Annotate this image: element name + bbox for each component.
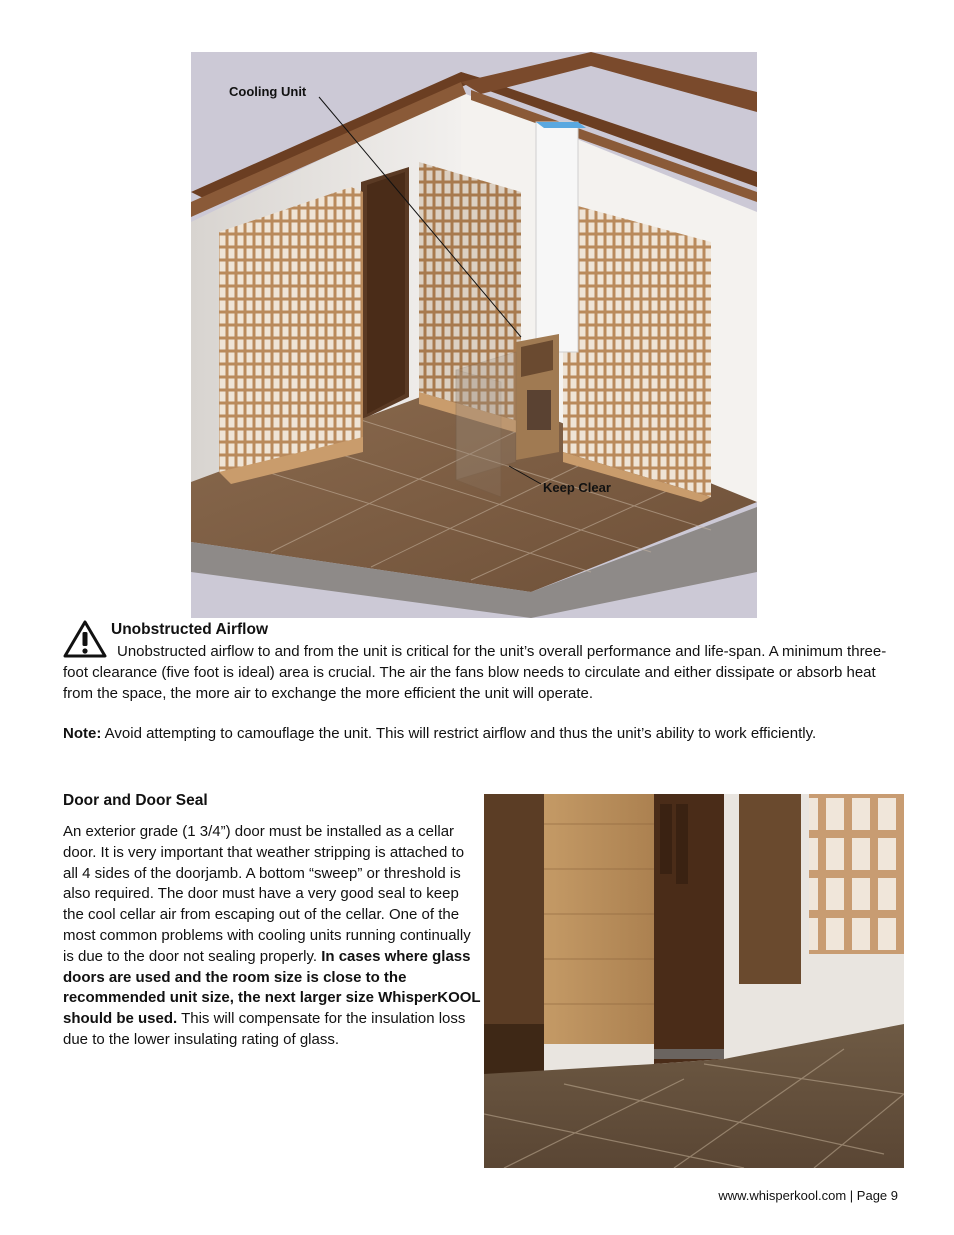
airflow-paragraph: Unobstructed airflow to and from the unit is critical for the unit’s overall performance and life-span. A minimum three-foot clearance (five foot is ideal) area is crucial. The air the fans blow needs to circulate and either dissipate or absorb heat from the space, the more air to exchange the more efficient the unit will operate. xyxy=(63,643,887,702)
section-heading-door: Door and Door Seal xyxy=(63,792,208,809)
wine-cellar-illustration xyxy=(191,52,757,618)
wine-cellar-render xyxy=(191,52,757,618)
door-text-part-2: This will compensate for the insulation loss due to the lower insulating rating of glass. xyxy=(63,1010,466,1048)
cellar-door-illustration xyxy=(484,794,904,1168)
cellar-door-render xyxy=(484,794,904,1168)
note-paragraph xyxy=(63,724,903,745)
door-text-part-1: An exterior grade (1 3/4”) door must be installed as a cellar door. It is very important that weather stripping is attached to all 4 sides of the doorjamb. A bottom “sweep” or threshold is also required. The door must have a very good seal to keep the cool cellar air from escaping out of the cellar. One of the most common problems with cooling units running continually is due to the door not sealing properly. xyxy=(63,823,471,965)
callout-cooling-unit: Cooling Unit xyxy=(229,84,307,99)
note-text: Avoid attempting to camouflage the unit. This will restrict airflow and thus the unit’s ability to work efficiently. xyxy=(101,725,817,742)
section-heading-airflow: Unobstructed Airflow xyxy=(111,621,269,638)
door-text-bold: In cases where glass doors are used and the room size is close to the recommended unit size, the next larger size WhisperKOOL should be used. xyxy=(63,947,481,1028)
note-label: Note: xyxy=(63,725,102,742)
door-paragraph xyxy=(63,822,483,1051)
page-footer: www.whisperkool.com | Page 9 xyxy=(718,1188,898,1203)
callout-keep-clear: Keep Clear xyxy=(543,480,611,495)
